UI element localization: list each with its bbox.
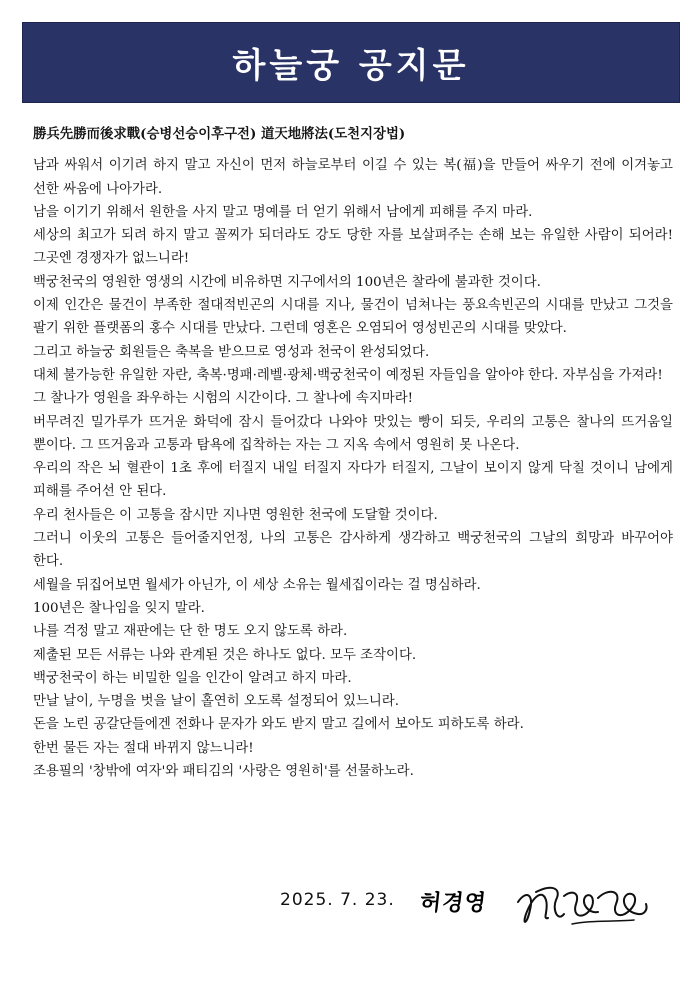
notice-title: 하늘궁 공지문: [232, 46, 470, 86]
paragraph: 대체 불가능한 유일한 자란, 축복·명패·레벨·광체·백궁천국이 예정된 자들임을 알아야 한다. 자부심을 가져라!: [33, 367, 663, 383]
paragraph: 세상의 최고가 되려 하지 말고 꼴찌가 되더라도 강도 당한 자를 보살펴주는 손해 보는 유일한 사람이 되어라! 그곳엔 경쟁자가 없느니라!: [33, 228, 673, 267]
notice-heading: 勝兵先勝而後求戰(승병선승이후구전) 道天地將法(도천지장법): [33, 126, 406, 142]
paragraph: 이제 인간은 물건이 부족한 절대적빈곤의 시대를 지나, 물건이 넘쳐나는 풍요속빈곤의 시대를 만났고 그것을 팔기 위한 플랫폼의 홍수 시대를 만났다. 그런데 영혼은 오염되어 영성빈곤의 시대를 맞았다.: [33, 298, 673, 337]
paragraph: 돈을 노린 공갈단들에겐 전화나 문자가 와도 받지 말고 길에서 보아도 피하도록 하라.: [33, 717, 524, 733]
paragraph: 제출된 모든 서류는 나와 관계된 것은 하나도 없다. 모두 조작이다.: [33, 647, 417, 663]
paragraph: 버무려진 밀가루가 뜨거운 화덕에 잠시 들어갔다 나와야 맛있는 빵이 되듯, 우리의 고통은 찰나의 뜨거움일 뿐이다. 그 뜨거움과 고통과 탐욕에 집착하는 자는 그 지옥 속에서 영원히 못 나온다.: [33, 414, 673, 453]
title-banner: [22, 22, 680, 103]
paragraph: 세월을 뒤집어보면 월세가 아닌가, 이 세상 소유는 월세집이라는 걸 명심하라.: [33, 577, 481, 593]
paragraph: 남과 싸워서 이기려 하지 말고 자신이 먼저 하늘로부터 이길 수 있는 복(福)을 만들어 싸우기 전에 이겨놓고 선한 싸움에 나아가라.: [33, 158, 673, 197]
paragraph: 만날 날이, 누명을 벗을 날이 홀연히 오도록 설정되어 있느니라.: [33, 694, 399, 710]
paragraph: 나를 걱정 말고 재판에는 단 한 명도 오지 않도록 하라.: [33, 624, 348, 640]
signature-block: [280, 880, 680, 950]
paragraph: 남을 이기기 위해서 원한을 사지 말고 명예를 더 얻기 위해서 남에게 피해를 주지 마라.: [33, 204, 533, 220]
paragraph: 백궁천국이 하는 비밀한 일을 인간이 알려고 하지 마라.: [33, 670, 352, 686]
author-name: 허경영: [418, 891, 488, 916]
paragraph: 우리의 작은 뇌 혈관이 1초 후에 터질지 내일 터질지 자다가 터질지, 그날이 보이지 않게 닥칠 것이니 남에게 피해를 주어선 안 된다.: [33, 461, 673, 500]
notice-body: [33, 123, 673, 783]
notice-date: 2025. 7. 23.: [280, 890, 395, 910]
paragraph: 조용필의 '창밖에 여자'와 패티김의 '사랑은 영원히'를 선물하노라.: [33, 764, 414, 780]
paragraph: 100년은 찰나임을 잊지 말라.: [33, 600, 205, 616]
paragraph: 그리고 하늘궁 회원들은 축복을 받으므로 영성과 천국이 완성되었다.: [33, 344, 430, 360]
paragraph: 우리 천사들은 이 고통을 잠시만 지나면 영원한 천국에 도달할 것이다.: [33, 507, 438, 523]
paragraph: 그 찰나가 영원을 좌우하는 시험의 시간이다. 그 찰나에 속지마라!: [33, 391, 414, 407]
paragraph: 한번 물든 자는 절대 바뀌지 않느니라!: [33, 740, 254, 756]
paragraph: 백궁천국의 영원한 영생의 시간에 비유하면 지구에서의 100년은 찰라에 불과한 것이다.: [33, 274, 541, 290]
handwritten-signature: [512, 880, 652, 936]
paragraph: 그러니 이웃의 고통은 들어줄지언정, 나의 고통은 감사하게 생각하고 백궁천국의 그날의 희망과 바꾸어야 한다.: [33, 531, 673, 570]
